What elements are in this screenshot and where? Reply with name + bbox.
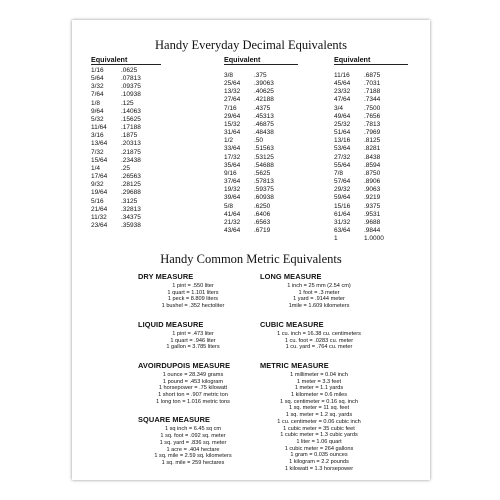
fraction: 25/64 xyxy=(224,80,241,88)
decimal-row xyxy=(334,162,408,170)
fraction: 21/64 xyxy=(91,205,108,213)
decimal-row xyxy=(334,145,408,153)
decimal-row xyxy=(224,129,298,137)
decimal-value: 1.0000 xyxy=(364,235,384,243)
fraction: 1/4 xyxy=(91,164,101,172)
decimal-value: .07813 xyxy=(121,75,141,83)
decimal-value: .8750 xyxy=(364,169,381,177)
decimal-value: .7969 xyxy=(364,129,381,137)
fraction: 59/64 xyxy=(334,194,351,202)
section-heading: DRY MEASURE xyxy=(138,272,194,281)
fraction: 9/64 xyxy=(91,107,104,115)
decimal-row xyxy=(334,227,408,235)
fraction: 1/2 xyxy=(224,137,234,145)
decimal-value: .4375 xyxy=(254,104,271,112)
fraction: 17/64 xyxy=(91,173,108,181)
decimal-value: .54688 xyxy=(254,161,274,169)
decimal-row xyxy=(91,214,161,222)
fraction: 33/64 xyxy=(224,145,241,153)
section-heading: CUBIC MEASURE xyxy=(260,319,324,329)
decimal-value: .48438 xyxy=(254,129,274,137)
decimal-value: .21875 xyxy=(121,148,141,156)
conversion-line: 1 quart = .946 liter xyxy=(170,337,216,344)
fraction: 27/64 xyxy=(224,96,241,104)
decimal-row xyxy=(224,137,298,145)
conversion-line: 1 sq. foot = .092 sq. meter xyxy=(160,433,226,440)
decimal-row xyxy=(224,145,298,153)
decimal-row xyxy=(224,162,298,170)
conversion-line: 1 sq. yard = .836 sq. meter xyxy=(159,439,227,446)
fraction: 1/16 xyxy=(91,67,104,74)
metric-left-column xyxy=(138,272,248,477)
decimal-row xyxy=(91,173,161,181)
fraction: 41/64 xyxy=(224,210,241,218)
conversion-line: 1 sq. meter = 11 sq. feet xyxy=(288,405,350,412)
conversion-line: 1 long ton = 1.016 metric tons xyxy=(156,398,230,405)
metric-right-column xyxy=(260,272,378,482)
metric-section xyxy=(138,415,248,466)
conversion-line: 1 pint = .550 liter xyxy=(172,283,214,289)
fraction: 39/64 xyxy=(224,194,241,202)
decimal-row xyxy=(91,157,161,165)
fraction: 7/64 xyxy=(91,91,104,99)
decimal-value: .1875 xyxy=(121,132,138,140)
decimal-value: .9063 xyxy=(364,186,381,194)
decimal-row xyxy=(334,219,408,227)
decimal-value: .28125 xyxy=(121,181,141,189)
decimal-value: .9375 xyxy=(364,202,381,210)
fraction: 49/64 xyxy=(334,112,351,120)
conversion-line: 1mile = 1.609 kilometers xyxy=(288,303,350,310)
conversion-line: 1 kilowatt = 1.3 horsepower xyxy=(284,465,354,472)
decimal-value: .17188 xyxy=(121,124,141,132)
conversion-line: 1 foot = .3 meter xyxy=(298,289,340,296)
conversion-line: 1 cu. yard = .764 cu. meter xyxy=(285,344,353,351)
fraction: 19/64 xyxy=(91,189,108,197)
decimal-value: .26563 xyxy=(121,173,141,181)
decimal-value: .57813 xyxy=(254,178,274,186)
decimal-row xyxy=(224,227,298,235)
decimal-value: .6250 xyxy=(254,202,271,210)
decimal-value: .20313 xyxy=(121,140,141,148)
fraction: 63/64 xyxy=(334,226,351,234)
section-lines xyxy=(138,331,248,351)
decimal-value: .10938 xyxy=(121,91,141,99)
decimal-value: .8125 xyxy=(364,137,381,145)
metric-section xyxy=(260,272,378,310)
conversion-line: 1 millimeter = 0.04 inch xyxy=(290,371,348,378)
decimal-row xyxy=(224,186,298,194)
decimal-value: .45313 xyxy=(254,112,274,120)
conversion-line: 1 horsepower = .75 kilowatt xyxy=(158,385,228,392)
fraction: 29/32 xyxy=(334,186,351,194)
fraction: 43/64 xyxy=(224,226,241,234)
fraction: 15/64 xyxy=(91,156,108,164)
decimal-row xyxy=(334,88,408,96)
conversion-line: 1 short ton = .907 metric ton xyxy=(158,392,228,399)
decimal-row xyxy=(334,72,408,80)
fraction: 23/32 xyxy=(334,88,351,96)
decimal-row xyxy=(224,154,298,162)
conversion-line: 1 sq. mile = 2.59 sq. kilometers xyxy=(154,453,232,460)
fraction: 11/64 xyxy=(91,124,107,132)
decimal-row xyxy=(224,219,298,227)
decimal-row xyxy=(91,108,161,116)
decimal-value: .8438 xyxy=(364,153,381,161)
decimal-value: .39063 xyxy=(254,80,274,88)
decimal-row xyxy=(91,100,161,108)
metric-section xyxy=(138,361,248,406)
fraction: 9/16 xyxy=(224,169,237,177)
conversion-line: 1 sq. centimeter = 0.16 sq. inch xyxy=(280,398,358,405)
decimal-row xyxy=(224,170,298,178)
decimal-value: .7031 xyxy=(364,80,381,88)
decimal-value: .32813 xyxy=(121,205,141,213)
fraction: 5/64 xyxy=(91,75,104,83)
fraction: 17/32 xyxy=(224,153,241,161)
decimal-value: .125 xyxy=(121,99,134,107)
decimal-row xyxy=(224,178,298,186)
decimal-row xyxy=(334,129,408,137)
fraction: 7/16 xyxy=(224,104,237,112)
fraction: 45/64 xyxy=(334,80,351,88)
decimal-row xyxy=(224,194,298,202)
decimal-row xyxy=(334,186,408,194)
decimal-value: .9688 xyxy=(364,218,381,226)
conversion-line: 1 cu. centimeter = 0.06 cubic inch xyxy=(277,418,361,425)
decimal-value: .8594 xyxy=(364,161,381,169)
conversion-line: 1 pound = .453 kilogram xyxy=(162,378,224,385)
decimal-equivalents-title: Handy Everyday Decimal Equivalents xyxy=(155,38,347,52)
decimal-value: .14063 xyxy=(121,107,141,115)
conversion-line: 1 meter = 3.3 feet xyxy=(297,378,341,385)
decimal-row xyxy=(334,121,408,129)
decimal-value: .9844 xyxy=(364,226,381,234)
decimal-value: .09375 xyxy=(121,83,141,91)
decimal-row xyxy=(224,88,298,96)
conversion-line: 1 kilogram = 2.2 pounds xyxy=(289,459,349,466)
decimal-row xyxy=(224,80,298,88)
decimal-value: .53125 xyxy=(254,153,274,161)
fraction: 11/16 xyxy=(334,72,350,79)
fraction: 7/8 xyxy=(334,169,344,177)
column-header: Equivalent xyxy=(224,55,298,65)
metric-section xyxy=(260,320,378,351)
decimal-row xyxy=(224,72,298,80)
decimal-value: .6719 xyxy=(254,226,271,234)
fraction: 61/64 xyxy=(334,210,351,218)
fraction: 15/32 xyxy=(224,120,241,128)
conversion-line: 1 yard = .9144 meter xyxy=(293,296,345,303)
conversion-line: 1 liter = 1.06 quart xyxy=(296,438,342,445)
decimal-value: .51563 xyxy=(254,145,274,153)
fraction: 5/16 xyxy=(91,197,104,205)
conversion-line: 1 sq. mile = 259 hectares xyxy=(161,459,225,466)
decimal-row xyxy=(224,211,298,219)
fraction: 1/8 xyxy=(91,99,101,107)
fraction: 9/32 xyxy=(91,181,104,189)
metric-equivalents-title: Handy Common Metric Equivalents xyxy=(160,252,342,266)
decimal-row xyxy=(334,178,408,186)
fraction: 51/64 xyxy=(334,129,351,137)
decimal-rows xyxy=(91,67,161,230)
decimal-value: .35938 xyxy=(121,221,141,229)
section-lines xyxy=(138,283,248,310)
fraction: 27/32 xyxy=(334,153,351,161)
fraction: 13/16 xyxy=(334,137,351,145)
conversion-line: 1 cu. inch = 16.38 cu. centimeters xyxy=(277,330,361,337)
fraction: 55/64 xyxy=(334,161,351,169)
decimal-value: .46875 xyxy=(254,120,274,128)
decimal-value: .6563 xyxy=(254,218,271,226)
decimal-value: .375 xyxy=(254,72,267,79)
fraction: 1 xyxy=(334,235,338,243)
metric-section xyxy=(138,272,248,310)
decimal-value: .40625 xyxy=(254,88,274,96)
decimal-value: .7500 xyxy=(364,104,381,112)
decimal-column-1 xyxy=(91,55,161,230)
decimal-value: .25 xyxy=(121,164,131,172)
section-lines xyxy=(138,426,248,466)
conversion-line: 1 cubic meter = 264 gallons xyxy=(284,445,354,452)
fraction: 3/8 xyxy=(224,72,234,79)
fraction: 37/64 xyxy=(224,178,241,186)
decimal-column-2 xyxy=(224,55,298,235)
fraction: 35/64 xyxy=(224,161,241,169)
decimal-value: .6406 xyxy=(254,210,271,218)
conversion-line: 1 gallon = 3.785 liters xyxy=(166,344,220,351)
decimal-value: .15625 xyxy=(121,115,141,123)
column-header: Equivalent xyxy=(91,55,161,65)
decimal-row xyxy=(334,203,408,211)
decimal-row xyxy=(334,154,408,162)
section-lines xyxy=(138,372,248,406)
decimal-row xyxy=(224,113,298,121)
decimal-value: .8906 xyxy=(364,178,381,186)
decimal-value: .29688 xyxy=(121,189,141,197)
decimal-row xyxy=(224,105,298,113)
decimal-row xyxy=(91,222,161,230)
decimal-value: .9219 xyxy=(364,194,381,202)
decimal-row xyxy=(334,96,408,104)
decimal-value: .7813 xyxy=(364,120,381,128)
fraction: 3/4 xyxy=(334,104,344,112)
decimal-value: .8281 xyxy=(364,145,381,153)
decimal-rows xyxy=(334,72,408,243)
fraction: 13/64 xyxy=(91,140,108,148)
reference-sheet xyxy=(72,20,430,480)
section-heading: SQUARE MEASURE xyxy=(138,415,211,425)
decimal-row xyxy=(91,189,161,197)
decimal-row xyxy=(91,165,161,173)
conversion-line: 1 cubic meter = 35 cubic feet xyxy=(283,425,355,432)
decimal-row xyxy=(91,206,161,214)
decimal-row xyxy=(91,132,161,140)
conversion-line: 1 meter = 1.1 yards xyxy=(294,385,344,392)
fraction: 57/64 xyxy=(334,178,351,186)
decimal-value: .0625 xyxy=(121,67,138,74)
fraction: 53/64 xyxy=(334,145,351,153)
decimal-value: .5625 xyxy=(254,169,271,177)
decimal-row xyxy=(91,181,161,189)
decimal-value: .7656 xyxy=(364,112,381,120)
decimal-row xyxy=(91,83,161,91)
decimal-row xyxy=(224,121,298,129)
decimal-row xyxy=(334,80,408,88)
conversion-line: 1 pint = .473 liter xyxy=(172,330,214,337)
decimal-value: .42188 xyxy=(254,96,274,104)
decimal-row xyxy=(334,194,408,202)
column-header: Equivalent xyxy=(334,55,408,65)
fraction: 3/16 xyxy=(91,132,104,140)
decimal-value: .7344 xyxy=(364,96,381,104)
section-heading: AVOIRDUPOIS MEASURE xyxy=(138,360,231,370)
section-lines xyxy=(260,372,378,473)
decimal-row xyxy=(334,235,408,243)
decimal-value: .23438 xyxy=(121,156,141,164)
decimal-value: .3125 xyxy=(121,197,138,205)
section-heading: METRIC MEASURE xyxy=(260,360,329,370)
decimal-row xyxy=(334,211,408,219)
fraction: 47/64 xyxy=(334,96,351,104)
fraction: 15/16 xyxy=(334,202,351,210)
fraction: 11/32 xyxy=(91,213,107,221)
decimal-rows xyxy=(224,72,298,235)
decimal-row xyxy=(224,96,298,104)
section-heading: LIQUID MEASURE xyxy=(138,319,204,329)
decimal-row xyxy=(91,124,161,132)
decimal-value: .7188 xyxy=(364,88,381,96)
fraction: 25/32 xyxy=(334,120,351,128)
conversion-line: 1 bushel = .352 hectoliter xyxy=(161,303,225,310)
conversion-line: 1 acre = .404 hectare xyxy=(166,446,220,453)
fraction: 29/64 xyxy=(224,112,241,120)
fraction: 21/32 xyxy=(224,218,241,226)
conversion-line: 1 gram = 0.035 ounces xyxy=(290,452,348,459)
decimal-value: .59375 xyxy=(254,186,274,194)
decimal-row xyxy=(334,113,408,121)
fraction: 3/32 xyxy=(91,83,104,91)
section-heading: LONG MEASURE xyxy=(260,272,322,281)
fraction: 31/32 xyxy=(334,218,351,226)
decimal-row xyxy=(334,137,408,145)
decimal-row xyxy=(91,75,161,83)
conversion-line: 1 inch = 25 mm (2.54 cm) xyxy=(287,283,351,289)
decimal-row xyxy=(91,91,161,99)
section-lines xyxy=(260,283,378,310)
decimal-value: .6875 xyxy=(364,72,381,79)
decimal-value: .34375 xyxy=(121,213,141,221)
conversion-line: 1 kilometer = 0.6 miles xyxy=(290,392,348,399)
metric-section xyxy=(260,361,378,473)
decimal-value: .9531 xyxy=(364,210,381,218)
section-lines xyxy=(260,331,378,351)
conversion-line: 1 sq inch = 6.45 sq cm xyxy=(164,426,222,433)
conversion-line: 1 peck = 8.809 liters xyxy=(167,296,219,303)
conversion-line: 1 cubic meter = 1.3 cubic yards xyxy=(280,432,358,439)
conversion-line: 1 quart = 1.101 liters xyxy=(167,289,219,296)
fraction: 31/64 xyxy=(224,129,241,137)
decimal-row xyxy=(91,116,161,124)
fraction: 5/32 xyxy=(91,115,104,123)
fraction: 7/32 xyxy=(91,148,104,156)
decimal-row xyxy=(224,203,298,211)
conversion-line: 1 cu. foot = .0283 cu. meter xyxy=(284,337,354,344)
fraction: 5/8 xyxy=(224,202,234,210)
decimal-value: .60938 xyxy=(254,194,274,202)
decimal-column-3 xyxy=(334,55,408,243)
conversion-line: 1 sq. meter = 1.2 sq. yards xyxy=(285,412,353,419)
fraction: 13/32 xyxy=(224,88,241,96)
metric-section xyxy=(138,320,248,351)
decimal-row xyxy=(91,67,161,75)
decimal-row xyxy=(334,170,408,178)
fraction: 19/32 xyxy=(224,186,241,194)
fraction: 23/64 xyxy=(91,221,108,229)
decimal-row xyxy=(91,140,161,148)
decimal-value: .50 xyxy=(254,137,264,145)
decimal-row xyxy=(91,149,161,157)
decimal-row xyxy=(91,198,161,206)
conversion-line: 1 ounce = 28.349 grams xyxy=(162,371,224,378)
decimal-row xyxy=(334,105,408,113)
